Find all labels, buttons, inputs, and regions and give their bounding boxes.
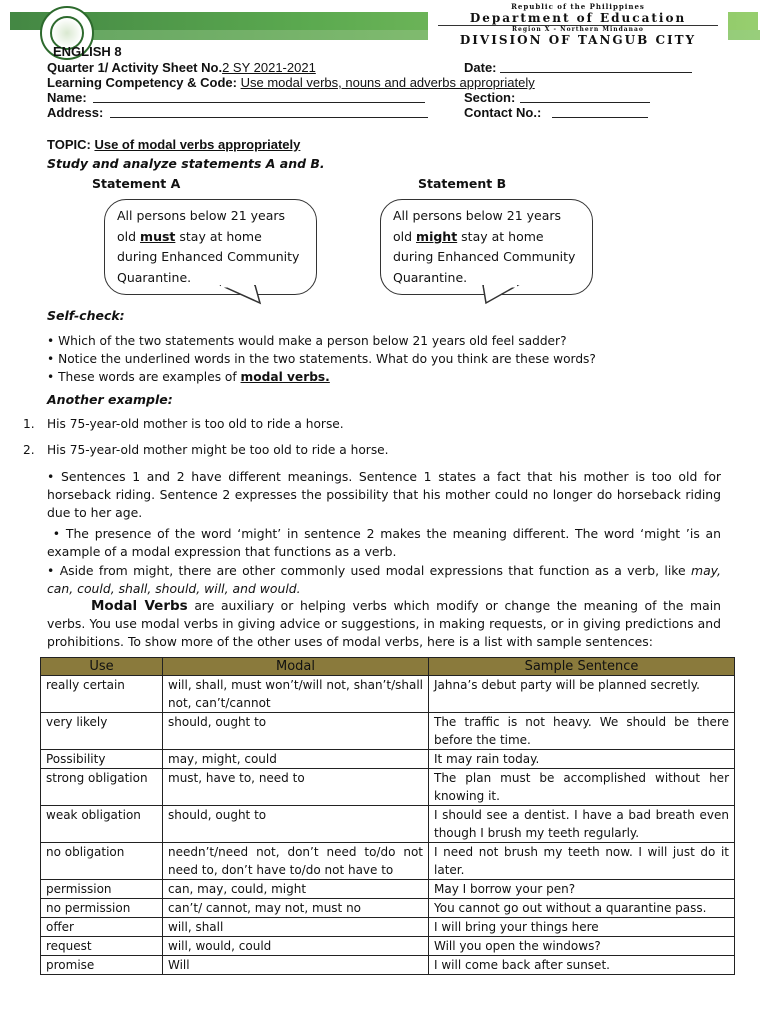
- statement-b-bubble: All persons below 21 years old might stay at home during Enhanced Community Quarantine.: [380, 199, 593, 295]
- modal-cell: can’t/ cannot, may not, must no: [163, 899, 429, 918]
- statement-a-title: Statement A: [92, 176, 181, 191]
- use-cell: Possibility: [41, 750, 163, 769]
- selfcheck-q1: • Which of the two statements would make a person below 21 years old feel sadder?: [47, 334, 567, 348]
- topic-line: TOPIC: Use of modal verbs appropriately: [47, 137, 301, 152]
- region-text: Region X - Northern Mindanao: [512, 26, 644, 33]
- table-header-row: [41, 658, 735, 676]
- sentence-cell: You cannot go out without a quarantine pass.: [429, 899, 735, 918]
- statement-a-bubble: All persons below 21 years old must stay at home during Enhanced Community Quarantine.: [104, 199, 317, 295]
- modal-cell: will, would, could: [163, 937, 429, 956]
- header-use: Use: [41, 658, 163, 676]
- contact-field[interactable]: [552, 105, 648, 118]
- use-cell: no obligation: [41, 843, 163, 880]
- sentence-cell: The traffic is not heavy. We should be there before the time.: [429, 713, 735, 750]
- modal-might: might: [416, 228, 458, 244]
- paragraph-1: • Sentences 1 and 2 have different meanings. Sentence 1 states a fact that his mother is too old for horseback riding. Sentence 2 expresses the possibility that his mother could no longer do horseback riding due to her age.: [47, 469, 721, 520]
- republic-text: Republic of the Philippines: [511, 2, 645, 11]
- sentence-cell: I should see a dentist. I have a bad breath even though I brush my teeth regularly.: [429, 806, 735, 843]
- competency-line: Learning Competency & Code: Use modal verbs, nouns and adverbs appropriately: [47, 75, 535, 90]
- selfcheck-title: Self-check:: [47, 308, 125, 323]
- use-cell: really certain: [41, 676, 163, 713]
- modal-cell: Will: [163, 956, 429, 975]
- sentence-cell: I will come back after sunset.: [429, 956, 735, 975]
- address-field[interactable]: [110, 105, 428, 118]
- sentence-cell: I need not brush my teeth now. I will just do it later.: [429, 843, 735, 880]
- use-cell: very likely: [41, 713, 163, 750]
- example-1: His 75-year-old mother is too old to ride a horse.: [47, 417, 344, 431]
- table-row: [41, 899, 735, 918]
- use-cell: permission: [41, 880, 163, 899]
- subject-label: ENGLISH 8: [53, 44, 122, 59]
- deped-header: [428, 0, 728, 49]
- modal-must: must: [140, 228, 176, 244]
- another-title: Another example:: [47, 392, 173, 407]
- name-field[interactable]: [93, 90, 425, 103]
- section-label: Section:: [464, 90, 516, 105]
- sentence-cell: The plan must be accomplished without her knowing it.: [429, 769, 735, 806]
- example-2: His 75-year-old mother might be too old to ride a horse.: [47, 443, 389, 457]
- example-2-number: 2.: [23, 443, 35, 457]
- modal-cell: can, may, could, might: [163, 880, 429, 899]
- table-row: [41, 843, 735, 880]
- selfcheck-q2: • Notice the underlined words in the two statements. What do you think are these words?: [47, 352, 596, 366]
- table-row: [41, 676, 735, 713]
- use-cell: strong obligation: [41, 769, 163, 806]
- table-row: [41, 918, 735, 937]
- modal-cell: should, ought to: [163, 713, 429, 750]
- modal-cell: will, shall: [163, 918, 429, 937]
- quarter-line: Quarter 1/ Activity Sheet No.2 SY 2021-2021: [47, 60, 316, 75]
- sentence-cell: I will bring your things here: [429, 918, 735, 937]
- table-row: [41, 769, 735, 806]
- date-field[interactable]: [500, 60, 692, 73]
- address-label: Address:: [47, 105, 104, 120]
- table-row: [41, 937, 735, 956]
- contact-label: Contact No.:: [464, 105, 542, 120]
- instruction-text: Study and analyze statements A and B.: [47, 156, 325, 171]
- modal-cell: may, might, could: [163, 750, 429, 769]
- use-cell: request: [41, 937, 163, 956]
- use-cell: weak obligation: [41, 806, 163, 843]
- sentence-cell: Will you open the windows?: [429, 937, 735, 956]
- section-field[interactable]: [520, 90, 650, 103]
- header-modal: Modal: [163, 658, 429, 676]
- table-row: [41, 750, 735, 769]
- sentence-cell: May I borrow your pen?: [429, 880, 735, 899]
- paragraph-2: • The presence of the word ‘might’ in sentence 2 makes the meaning different. The word ‘might ’is an example of a modal expression that functions as a verb.: [47, 526, 722, 559]
- bubble-a-tail: [215, 285, 265, 305]
- table-row: [41, 880, 735, 899]
- modal-cell: should, ought to: [163, 806, 429, 843]
- example-1-number: 1.: [23, 417, 35, 431]
- use-cell: no permission: [41, 899, 163, 918]
- paragraph-4: Modal Verbs are auxiliary or helping verbs which modify or change the meaning of the main verbs. You use modal verbs in giving advice or suggestions, in making requests, or in giving predictions and prohibitions. To show more of the other uses of modal verbs, here is a list with sample sentences:: [47, 598, 721, 649]
- header-sample-sentence: Sample Sentence: [429, 658, 735, 676]
- department-text: Department of Education: [438, 11, 718, 26]
- sentence-cell: Jahna’s debut party will be planned secretly.: [429, 676, 735, 713]
- table-row: [41, 806, 735, 843]
- table-row: [41, 713, 735, 750]
- sentence-cell: It may rain today.: [429, 750, 735, 769]
- table-row: [41, 956, 735, 975]
- modal-cell: must, have to, need to: [163, 769, 429, 806]
- bubble-b-tail: [478, 285, 528, 305]
- use-cell: offer: [41, 918, 163, 937]
- modal-verbs-table: [40, 657, 735, 975]
- use-cell: promise: [41, 956, 163, 975]
- selfcheck-q3: • These words are examples of modal verbs.: [47, 370, 330, 384]
- statement-b-title: Statement B: [418, 176, 507, 191]
- date-label: Date:: [464, 60, 497, 75]
- modal-cell: needn’t/need not, don’t need to/do not need to, don’t have to/do not have to: [163, 843, 429, 880]
- division-text: DIVISION OF TANGUB CITY: [459, 33, 697, 47]
- modal-cell: will, shall, must won’t/will not, shan’t/shall not, can’t/cannot: [163, 676, 429, 713]
- name-label: Name:: [47, 90, 87, 105]
- paragraph-3: • Aside from might, there are other commonly used modal expressions that function as a verb, like may, can, could, shall, should, will, and would.: [47, 563, 721, 596]
